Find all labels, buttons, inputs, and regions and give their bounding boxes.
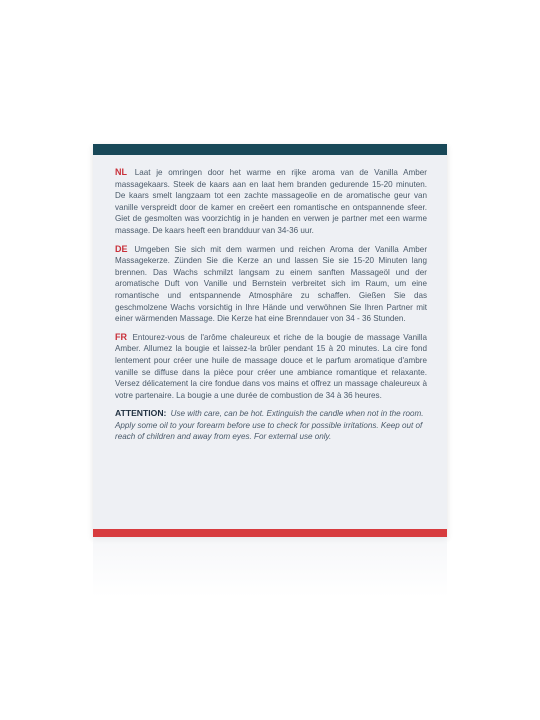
section-fr — [115, 332, 427, 402]
top-color-band — [93, 144, 447, 155]
text-nl: Laat je omringen door het warme en rijke aroma van de Vanilla Amber massagekaars. Steek de kaars aan en laat hem branden gedurende 15-20 minuten. De kaars smelt langzaam tot een zachte massageolie en de aromatische geur van vanille verspreidt door de kamer en creëert een romantische en ontspannende sfeer. Giet de gesmolten was voorzichtig in je handen en verwen je partner met een warme massage. De kaars heeft een brandduur van 34-36 uur. — [115, 168, 427, 235]
lang-code-nl: NL — [115, 167, 127, 177]
lang-code-fr: FR — [115, 331, 127, 342]
bottom-color-band — [93, 529, 447, 537]
instruction-card — [93, 144, 447, 537]
card-reflection — [93, 537, 447, 597]
section-nl — [115, 167, 427, 237]
attention-text: Use with care, can be hot. Extinguish the candle when not in the room. Apply some oil to your forearm before use to check for possible irritations. Keep out of reach of children and away from eyes. For external use only. — [115, 409, 424, 442]
text-fr: Entourez-vous de l'arôme chaleureux et riche de la bougie de massage Vanilla Amber. Allumez la bougie et laissez-la brûler pendant 15 à 20 minutes. La cire fond lentement pour créer une huile de massage douce et le parfum aromatique d'ambre vanille se diffuse dans la pièce pour créer une ambiance romantique et relaxante. Versez délicatement la cire fondue dans vos mains et offrez un massage chaleureux à votre partenaire. La bougie a une durée de combustion de 34 à 36 heures. — [115, 332, 428, 400]
lang-code-de: DE — [115, 243, 128, 254]
section-de — [115, 244, 427, 325]
card-content — [115, 167, 427, 450]
attention-label: ATTENTION: — [115, 408, 167, 419]
section-attention — [115, 408, 427, 443]
text-de: Umgeben Sie sich mit dem warmen und reichen Aroma der Vanilla Amber Massagekerze. Zünden Sie die Kerze an und lassen Sie sie 15-20 Minuten lang brennen. Das Wachs schmilzt langsam zu einem sanften Massageöl und der aromatische Duft von Vanille und Bernstein verbreitet sich im Raum, um eine romantische und entspannende Atmosphäre zu schaffen. Gießen Sie das geschmolzene Wachs vorsichtig in Ihre Hände und verwöhnen Sie Ihren Partner mit einer wärmenden Massage. Die Kerze hat eine Brenndauer von 34 - 36 Stunden. — [115, 244, 428, 324]
